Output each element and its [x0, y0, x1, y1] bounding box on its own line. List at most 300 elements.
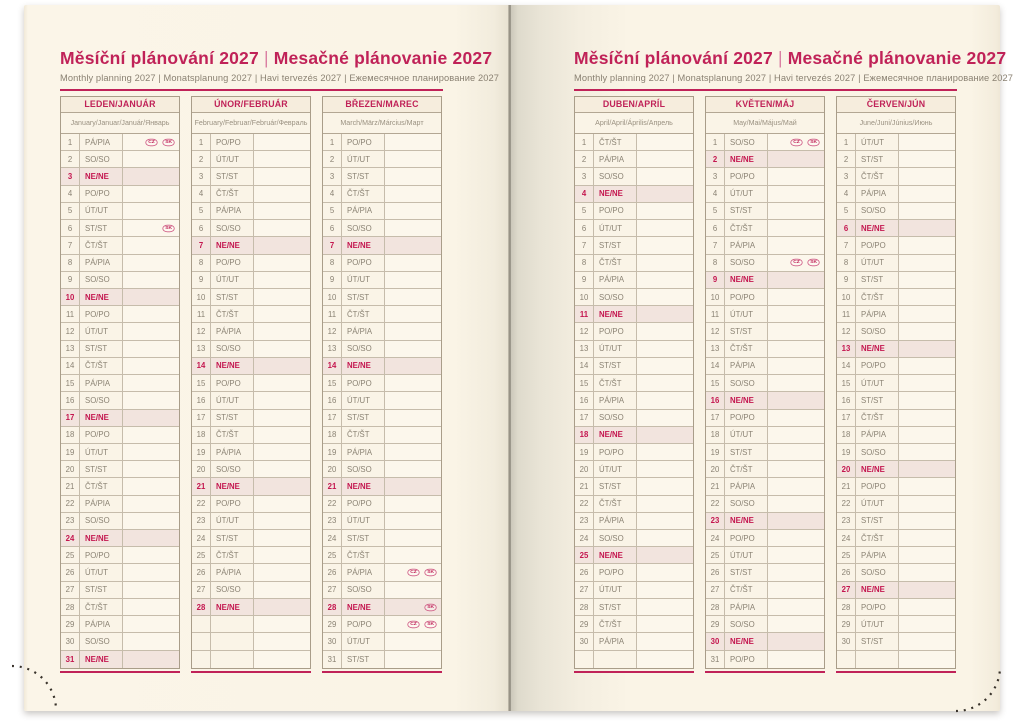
day-number: 30 [706, 633, 725, 649]
day-row [706, 427, 824, 444]
day-number: 17 [323, 410, 342, 426]
notes-cell [637, 599, 693, 615]
day-abbrev: PÁ/PIA [80, 616, 123, 632]
day-row [192, 375, 310, 392]
day-row [61, 616, 179, 633]
day-abbrev: NE/NE [211, 358, 254, 374]
day-abbrev: ČT/ŠT [342, 186, 385, 202]
day-row [61, 444, 179, 461]
day-number: 7 [706, 237, 725, 253]
day-abbrev: PÁ/PIA [342, 323, 385, 339]
day-number: 24 [575, 530, 594, 546]
day-row [837, 410, 955, 427]
day-abbrev: SO/SO [80, 513, 123, 529]
day-number: 1 [323, 134, 342, 150]
notes-cell [123, 651, 179, 668]
day-abbrev: PO/PO [856, 358, 899, 374]
day-row [192, 255, 310, 272]
day-abbrev: PO/PO [80, 427, 123, 443]
notes-cell [637, 203, 693, 219]
day-number: 4 [61, 186, 80, 202]
month-header: ÚNOR/FEBRUÁR [192, 97, 310, 113]
day-abbrev: NE/NE [80, 289, 123, 305]
month-header: ČERVEN/JÚN [837, 97, 955, 113]
day-number: 6 [323, 220, 342, 236]
notes-cell [768, 186, 824, 202]
notes-cell [385, 341, 441, 357]
notes-cell [254, 547, 310, 563]
notes-cell [899, 375, 955, 391]
day-number: 13 [575, 341, 594, 357]
day-number: 8 [192, 255, 211, 271]
day-abbrev: NE/NE [856, 220, 899, 236]
day-row [706, 616, 824, 633]
day-row [323, 461, 441, 478]
notes-cell [385, 375, 441, 391]
notes-cell [768, 306, 824, 322]
day-number: 17 [192, 410, 211, 426]
day-abbrev: SO/SO [342, 582, 385, 598]
notes-cell [385, 134, 441, 150]
month-table [191, 96, 311, 669]
day-row-sunday [575, 547, 693, 564]
notes-cell [123, 358, 179, 374]
day-number [837, 651, 856, 668]
day-row-sunday [706, 272, 824, 289]
notes-cell [385, 203, 441, 219]
day-row [575, 461, 693, 478]
day-row [192, 186, 310, 203]
notes-cell [768, 272, 824, 288]
day-number: 29 [323, 616, 342, 632]
day-abbrev: SO/SO [80, 272, 123, 288]
day-number: 5 [61, 203, 80, 219]
day-number: 11 [575, 306, 594, 322]
day-number: 6 [575, 220, 594, 236]
day-abbrev: PO/PO [342, 375, 385, 391]
day-abbrev: SO/SO [594, 410, 637, 426]
day-number: 27 [706, 582, 725, 598]
left-page [24, 5, 510, 711]
day-abbrev: SO/SO [342, 341, 385, 357]
notes-cell [768, 651, 824, 668]
day-row [575, 203, 693, 220]
day-abbrev: NE/NE [211, 478, 254, 494]
day-number: 23 [192, 513, 211, 529]
day-row [61, 134, 179, 151]
day-number: 18 [575, 427, 594, 443]
day-number [192, 651, 211, 668]
day-number: 17 [706, 410, 725, 426]
month-header: BŘEZEN/MAREC [323, 97, 441, 113]
day-number: 19 [61, 444, 80, 460]
notes-cell [385, 306, 441, 322]
day-number [192, 633, 211, 649]
title-rule [574, 89, 957, 91]
day-row [323, 410, 441, 427]
day-abbrev: ST/ST [856, 633, 899, 649]
day-abbrev: ÚT/UT [594, 341, 637, 357]
day-number: 3 [575, 168, 594, 184]
day-row [61, 478, 179, 495]
day-abbrev: ST/ST [594, 358, 637, 374]
day-row-sunday [837, 582, 955, 599]
day-abbrev: PO/PO [80, 306, 123, 322]
day-row [192, 582, 310, 599]
day-row [323, 203, 441, 220]
day-row [575, 237, 693, 254]
day-row [837, 599, 955, 616]
day-abbrev: ÚT/UT [80, 444, 123, 460]
notes-cell [768, 410, 824, 426]
notes-cell [254, 427, 310, 443]
day-abbrev: PÁ/PIA [80, 496, 123, 512]
notes-cell [899, 306, 955, 322]
notes-cell [637, 530, 693, 546]
day-number [192, 616, 211, 632]
day-abbrev: PÁ/PIA [342, 203, 385, 219]
notes-cell [768, 444, 824, 460]
day-row [706, 134, 824, 151]
notes-cell [768, 255, 824, 271]
day-abbrev: PÁ/PIA [725, 237, 768, 253]
day-abbrev: ČT/ŠT [725, 461, 768, 477]
day-abbrev: PO/PO [594, 564, 637, 580]
day-abbrev: ČT/ŠT [80, 599, 123, 615]
day-number: 25 [837, 547, 856, 563]
holiday-badge-cz: CZ [407, 569, 419, 576]
day-number: 18 [706, 427, 725, 443]
day-number: 19 [323, 444, 342, 460]
day-row [192, 289, 310, 306]
day-abbrev: PO/PO [856, 237, 899, 253]
day-number: 14 [575, 358, 594, 374]
day-number: 16 [706, 392, 725, 408]
day-number: 14 [706, 358, 725, 374]
notes-cell [385, 392, 441, 408]
day-row [192, 306, 310, 323]
day-number: 13 [706, 341, 725, 357]
day-abbrev: ČT/ŠT [342, 306, 385, 322]
day-abbrev: ST/ST [80, 461, 123, 477]
notes-cell [637, 168, 693, 184]
day-abbrev: ST/ST [856, 272, 899, 288]
notes-cell [254, 289, 310, 305]
month-bottom-rule [60, 671, 180, 673]
day-number: 26 [837, 564, 856, 580]
notes-cell [637, 547, 693, 563]
notes-cell [385, 651, 441, 668]
day-abbrev: ST/ST [594, 237, 637, 253]
notes-cell [768, 341, 824, 357]
day-abbrev: ÚT/UT [211, 392, 254, 408]
day-row [575, 255, 693, 272]
day-abbrev: ST/ST [211, 168, 254, 184]
day-abbrev: NE/NE [594, 306, 637, 322]
day-row [706, 237, 824, 254]
notes-cell [254, 651, 310, 668]
day-abbrev: SO/SO [211, 220, 254, 236]
notes-cell [123, 323, 179, 339]
page-subtitle: Monthly planning 2027 | Monatsplanung 2027 | Havi tervezés 2027 | Ежемесячное планирование 2027 [60, 73, 500, 83]
day-abbrev: ÚT/UT [342, 392, 385, 408]
notes-cell [123, 151, 179, 167]
day-number: 10 [706, 289, 725, 305]
notes-cell [123, 375, 179, 391]
day-row [575, 564, 693, 581]
day-abbrev: SO/SO [211, 341, 254, 357]
notes-cell [123, 255, 179, 271]
day-row [192, 151, 310, 168]
notes-cell [899, 323, 955, 339]
day-row-sunday [837, 341, 955, 358]
notes-cell [637, 461, 693, 477]
day-number: 29 [61, 616, 80, 632]
day-number: 15 [323, 375, 342, 391]
notes-cell [123, 410, 179, 426]
day-row [837, 237, 955, 254]
day-abbrev: PO/PO [80, 186, 123, 202]
day-abbrev: SO/SO [80, 633, 123, 649]
notes-cell [123, 478, 179, 494]
notes-cell [254, 530, 310, 546]
day-number: 14 [192, 358, 211, 374]
day-number: 24 [837, 530, 856, 546]
notes-cell [123, 599, 179, 615]
notes-cell [899, 151, 955, 167]
day-row-sunday [706, 633, 824, 650]
day-abbrev: NE/NE [594, 427, 637, 443]
day-abbrev: ST/ST [342, 530, 385, 546]
notes-cell [768, 461, 824, 477]
notes-cell [254, 134, 310, 150]
notes-cell [637, 151, 693, 167]
notes-cell [254, 203, 310, 219]
day-number: 3 [61, 168, 80, 184]
title-czech: Měsíční plánování 2027 [574, 48, 773, 68]
day-number: 4 [575, 186, 594, 202]
right-page-content [574, 5, 1014, 673]
day-row [323, 547, 441, 564]
day-number: 18 [323, 427, 342, 443]
day-abbrev: ST/ST [80, 220, 123, 236]
day-number: 15 [837, 375, 856, 391]
day-row [323, 272, 441, 289]
day-row [61, 151, 179, 168]
month-table-leden-janu-r [60, 96, 180, 673]
day-number: 27 [575, 582, 594, 598]
day-row [575, 134, 693, 151]
notes-cell [637, 427, 693, 443]
day-number: 29 [837, 616, 856, 632]
page-title [60, 48, 493, 69]
day-row [61, 186, 179, 203]
day-row [323, 255, 441, 272]
month-header: DUBEN/APRÍL [575, 97, 693, 113]
notes-cell [254, 444, 310, 460]
day-number: 8 [61, 255, 80, 271]
day-row [706, 220, 824, 237]
day-abbrev: ST/ST [856, 392, 899, 408]
day-abbrev [856, 651, 899, 668]
notes-cell [637, 323, 693, 339]
day-abbrev: PÁ/PIA [342, 444, 385, 460]
day-abbrev: SO/SO [725, 255, 768, 271]
notes-cell [254, 392, 310, 408]
day-number: 1 [706, 134, 725, 150]
day-row [706, 599, 824, 616]
month-languages: April/April/Április/Апрель [575, 113, 693, 134]
day-row [837, 564, 955, 581]
day-number: 17 [575, 410, 594, 426]
day-abbrev: SO/SO [725, 616, 768, 632]
day-row [837, 547, 955, 564]
day-row [61, 513, 179, 530]
day-abbrev: SO/SO [856, 564, 899, 580]
notes-cell [768, 151, 824, 167]
day-abbrev: NE/NE [856, 461, 899, 477]
day-abbrev: PÁ/PIA [856, 306, 899, 322]
day-abbrev: ST/ST [211, 530, 254, 546]
day-abbrev: ČT/ŠT [80, 358, 123, 374]
day-number: 29 [706, 616, 725, 632]
day-row [837, 323, 955, 340]
notes-cell [254, 410, 310, 426]
day-row-sunday [61, 168, 179, 185]
day-number: 19 [706, 444, 725, 460]
day-number: 12 [192, 323, 211, 339]
day-abbrev: ST/ST [80, 582, 123, 598]
day-row [575, 410, 693, 427]
day-row [61, 341, 179, 358]
day-row [575, 151, 693, 168]
day-row-sunday [837, 220, 955, 237]
day-number: 24 [706, 530, 725, 546]
day-number: 25 [575, 547, 594, 563]
day-number: 10 [837, 289, 856, 305]
day-row [61, 306, 179, 323]
day-row [192, 220, 310, 237]
day-row [706, 410, 824, 427]
day-number: 14 [61, 358, 80, 374]
day-abbrev: PO/PO [725, 410, 768, 426]
day-number: 8 [575, 255, 594, 271]
day-abbrev: PÁ/PIA [725, 358, 768, 374]
day-row [575, 599, 693, 616]
day-row [192, 616, 310, 633]
day-row [323, 392, 441, 409]
month-languages: March/März/Március/Март [323, 113, 441, 134]
day-number: 19 [192, 444, 211, 460]
day-abbrev: ČT/ŠT [80, 478, 123, 494]
day-number: 7 [61, 237, 80, 253]
day-row [706, 547, 824, 564]
day-row [61, 375, 179, 392]
day-abbrev: SO/SO [80, 151, 123, 167]
day-number: 28 [575, 599, 594, 615]
day-number: 13 [837, 341, 856, 357]
day-row [323, 564, 441, 581]
day-row-sunday [575, 427, 693, 444]
notes-cell [768, 168, 824, 184]
day-number: 26 [706, 564, 725, 580]
notes-cell [768, 323, 824, 339]
day-row [323, 341, 441, 358]
day-abbrev: PÁ/PIA [211, 203, 254, 219]
day-row [192, 168, 310, 185]
notes-cell [768, 547, 824, 563]
day-row [192, 461, 310, 478]
day-number: 6 [61, 220, 80, 236]
notes-cell [768, 496, 824, 512]
day-number: 28 [61, 599, 80, 615]
notes-cell [254, 375, 310, 391]
day-abbrev: ÚT/UT [342, 272, 385, 288]
day-abbrev: SO/SO [342, 220, 385, 236]
day-abbrev: PÁ/PIA [342, 564, 385, 580]
day-number: 28 [837, 599, 856, 615]
notes-cell [123, 306, 179, 322]
notes-cell [385, 358, 441, 374]
day-number: 1 [192, 134, 211, 150]
month-table [705, 96, 825, 669]
day-number: 16 [837, 392, 856, 408]
day-number: 21 [323, 478, 342, 494]
notes-cell [123, 547, 179, 563]
title-slovak: Mesačné plánovanie 2027 [273, 48, 493, 68]
day-number: 4 [192, 186, 211, 202]
day-abbrev: ÚT/UT [211, 151, 254, 167]
day-number [575, 651, 594, 668]
day-abbrev: ČT/ŠT [211, 306, 254, 322]
notes-cell [254, 599, 310, 615]
day-row [61, 461, 179, 478]
month-bottom-rule [574, 671, 694, 673]
notes-cell [254, 616, 310, 632]
day-abbrev [594, 651, 637, 668]
day-abbrev: NE/NE [80, 410, 123, 426]
notes-cell [899, 237, 955, 253]
notes-cell [385, 478, 441, 494]
day-abbrev: PO/PO [594, 323, 637, 339]
day-number: 19 [575, 444, 594, 460]
notes-cell [637, 410, 693, 426]
notes-cell [385, 289, 441, 305]
day-abbrev: SO/SO [856, 323, 899, 339]
day-row [323, 616, 441, 633]
day-number: 4 [706, 186, 725, 202]
day-abbrev: PÁ/PIA [211, 323, 254, 339]
day-number: 8 [706, 255, 725, 271]
day-abbrev [211, 616, 254, 632]
day-row [837, 513, 955, 530]
day-abbrev: NE/NE [856, 341, 899, 357]
day-number: 22 [706, 496, 725, 512]
notes-cell [254, 237, 310, 253]
day-row [837, 186, 955, 203]
notes-cell [385, 323, 441, 339]
notes-cell [254, 513, 310, 529]
day-number: 3 [706, 168, 725, 184]
day-abbrev: PO/PO [342, 496, 385, 512]
day-abbrev: ÚT/UT [856, 616, 899, 632]
day-row [837, 306, 955, 323]
day-number: 23 [323, 513, 342, 529]
day-number: 20 [61, 461, 80, 477]
day-abbrev: ST/ST [594, 599, 637, 615]
day-number: 27 [837, 582, 856, 598]
notes-cell [123, 461, 179, 477]
